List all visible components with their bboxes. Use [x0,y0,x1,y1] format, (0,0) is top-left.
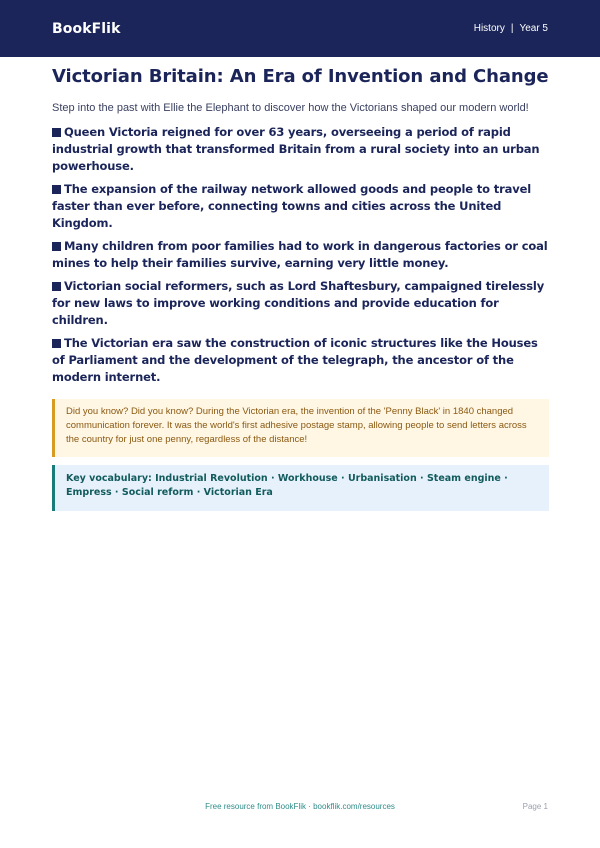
subject-label: History [473,23,505,34]
bullet-text: Queen Victoria reigned for over 63 years, overseeing a period of rapid industrial growth that transformed Britain from a rural society into an urban powerhouse. [52,125,540,173]
list-item [52,238,549,272]
key-vocabulary-box: Key vocabulary: Industrial Revolution · Workhouse · Urbanisation · Steam engine · Empress · Social reform · Victorian Era [52,465,549,511]
bullet-text: Victorian social reformers, such as Lord Shaftesbury, campaigned tirelessly for new laws to improve working conditions and provide education for children. [52,279,545,327]
page-number: Page 1 [522,802,548,811]
footer-resource-link[interactable]: Free resource from BookFlik · bookflik.com/resources [205,802,395,811]
year-label: Year 5 [519,23,548,34]
square-bullet-icon [52,242,61,251]
square-bullet-icon [52,128,61,137]
square-bullet-icon [52,282,61,291]
square-bullet-icon [52,185,61,194]
page-title: Victorian Britain: An Era of Invention and Change [52,66,549,87]
fact-bullet-list [52,124,549,386]
meta-separator: | [510,23,514,34]
brand-logo[interactable]: BookFlik [52,20,121,37]
bullet-text: The Victorian era saw the construction of iconic structures like the Houses of Parliament and the development of the telegraph, the ancestor of the modern internet. [52,336,538,384]
square-bullet-icon [52,339,61,348]
bullet-text: Many children from poor families had to work in dangerous factories or coal mines to help their families survive, earning very little money. [52,239,548,270]
list-item [52,124,549,175]
list-item [52,278,549,329]
list-item [52,181,549,232]
header-meta [474,23,548,34]
did-you-know-callout: Did you know? Did you know? During the Victorian era, the invention of the 'Penny Black' in 1840 changed communication forever. It was the world's first adhesive postage stamp, allowing people to send letters across the country for just one penny, regardless of the distance! [52,399,549,457]
bullet-text: The expansion of the railway network allowed goods and people to travel faster than ever before, connecting towns and cities across the United Kingdom. [52,182,532,230]
list-item [52,335,549,386]
intro-text: Step into the past with Ellie the Elephant to discover how the Victorians shaped our modern world! [52,102,529,114]
page-header [0,0,600,57]
main-content [52,66,549,511]
